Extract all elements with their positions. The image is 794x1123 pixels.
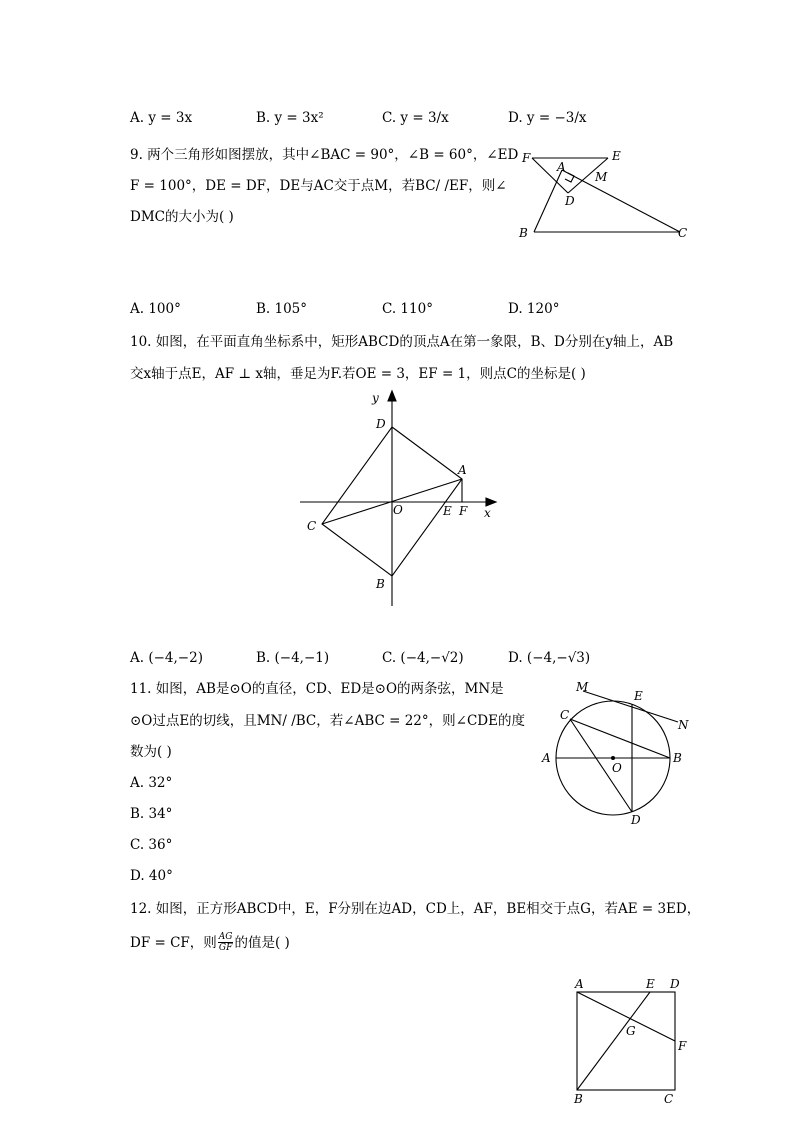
q11-text-line3: 数为( ) xyxy=(130,744,172,760)
q12-label-a: A xyxy=(575,977,584,991)
q11-option-b: B. 34° xyxy=(130,806,173,822)
q10-label-d: D xyxy=(376,417,386,431)
q10-label-b: B xyxy=(376,577,385,591)
q11-tangent-mn xyxy=(583,691,678,722)
q12-text-prefix: DF = CF，则 xyxy=(130,934,217,951)
q11-center-dot xyxy=(611,756,615,760)
q11-label-e: E xyxy=(634,689,643,703)
q8-option-b: B. y = 3x² xyxy=(256,110,324,126)
q9-line-ab xyxy=(534,170,562,232)
q9-label-e: E xyxy=(612,149,621,163)
q10-option-d: D. (−4,−√3) xyxy=(508,650,591,666)
q11-label-n: N xyxy=(678,718,689,732)
q11-option-c: C. 36° xyxy=(130,837,173,853)
q12-square-abcd xyxy=(577,992,675,1090)
q8-option-d: D. y = −3/x xyxy=(508,110,587,126)
q11-chord-cd xyxy=(570,719,632,812)
q9-text-line1: 9. 两个三角形如图摆放，其中∠BAC = 90°，∠B = 60°，∠ED xyxy=(130,147,519,163)
q12-line-be xyxy=(577,992,650,1090)
q9-right-angle-mark xyxy=(565,173,574,182)
q12-text-suffix: 的值是( ) xyxy=(234,934,290,951)
q8-option-c: C. y = 3/x xyxy=(382,110,449,126)
q9-label-d: D xyxy=(565,194,575,208)
q12-label-e: E xyxy=(646,977,655,991)
q9-text-line3: DMC的大小为( ) xyxy=(130,209,234,225)
q10-label-f: F xyxy=(459,504,468,518)
q9-line-ac xyxy=(562,170,680,232)
q8-option-a: A. y = 3x xyxy=(130,110,193,126)
q9-option-c: C. 110° xyxy=(382,301,433,317)
q11-label-b: B xyxy=(673,751,682,765)
q10-label-e: E xyxy=(443,504,452,518)
q9-label-m: M xyxy=(595,170,608,184)
q12-label-f: F xyxy=(678,1039,687,1053)
q10-x-axis-arrow xyxy=(486,498,496,506)
q12-text-line2 xyxy=(130,932,290,953)
q10-label-c: C xyxy=(307,519,317,533)
q11-figure xyxy=(536,676,696,830)
q9-text-line2: F = 100°，DE = DF，DE与AC交于点M，若BC/ /EF，则∠ xyxy=(130,178,507,194)
q12-label-b: B xyxy=(574,1092,583,1106)
q10-option-c: C. (−4,−√2) xyxy=(382,650,464,666)
q10-label-y: y xyxy=(372,391,379,405)
q11-label-a: A xyxy=(542,751,551,765)
q12-fraction-numerator: AG xyxy=(218,932,233,942)
q11-option-d: D. 40° xyxy=(130,868,173,884)
q12-label-c: C xyxy=(664,1092,674,1106)
q10-label-o: O xyxy=(393,503,403,517)
q10-option-b: B. (−4,−1) xyxy=(256,650,330,666)
q11-label-c: C xyxy=(560,708,570,722)
q11-text-line1: 11. 如图，AB是⊙O的直径，CD、ED是⊙O的两条弦，MN是 xyxy=(130,681,504,697)
q12-figure xyxy=(566,975,696,1109)
q10-option-a: A. (−4,−2) xyxy=(130,650,203,666)
q12-label-d: D xyxy=(670,977,680,991)
q9-label-b: B xyxy=(519,226,528,240)
q11-label-m: M xyxy=(576,680,589,694)
q11-label-o: O xyxy=(612,761,622,775)
q9-figure xyxy=(510,145,700,245)
q10-label-a: A xyxy=(458,463,467,477)
q11-option-a: A. 32° xyxy=(130,775,173,791)
q9-option-a: A. 100° xyxy=(130,301,181,317)
q12-label-g: G xyxy=(626,1024,636,1038)
q12-fraction-denominator: GF xyxy=(218,943,233,953)
q9-label-a: A xyxy=(557,160,566,174)
q10-y-axis-arrow xyxy=(388,391,396,401)
q10-text-line1: 10. 如图，在平面直角坐标系中，矩形ABCD的顶点A在第一象限，B、D分别在y轴上，AB xyxy=(130,334,674,350)
q12-fraction xyxy=(218,932,234,953)
q9-option-b: B. 105° xyxy=(256,301,308,317)
q12-text-line1: 12. 如图，正方形ABCD中，E，F分别在边AD，CD上，AF，BE相交于点G，若AE = 3ED， xyxy=(130,901,701,917)
q9-option-d: D. 120° xyxy=(508,301,560,317)
q10-figure xyxy=(296,388,506,610)
q11-label-d: D xyxy=(631,813,641,827)
q11-text-line2: ⊙O过点E的切线，且MN/ /BC，若∠ABC = 22°，则∠CDE的度 xyxy=(130,713,525,729)
q9-label-f: F xyxy=(522,151,531,165)
q10-text-line2: 交x轴于点E，AF ⊥ x轴，垂足为F.若OE = 3，EF = 1，则点C的坐标是( ) xyxy=(130,366,586,382)
q10-label-x: x xyxy=(484,506,491,520)
q11-chord-cb xyxy=(570,719,670,758)
q9-label-c: C xyxy=(678,226,688,240)
